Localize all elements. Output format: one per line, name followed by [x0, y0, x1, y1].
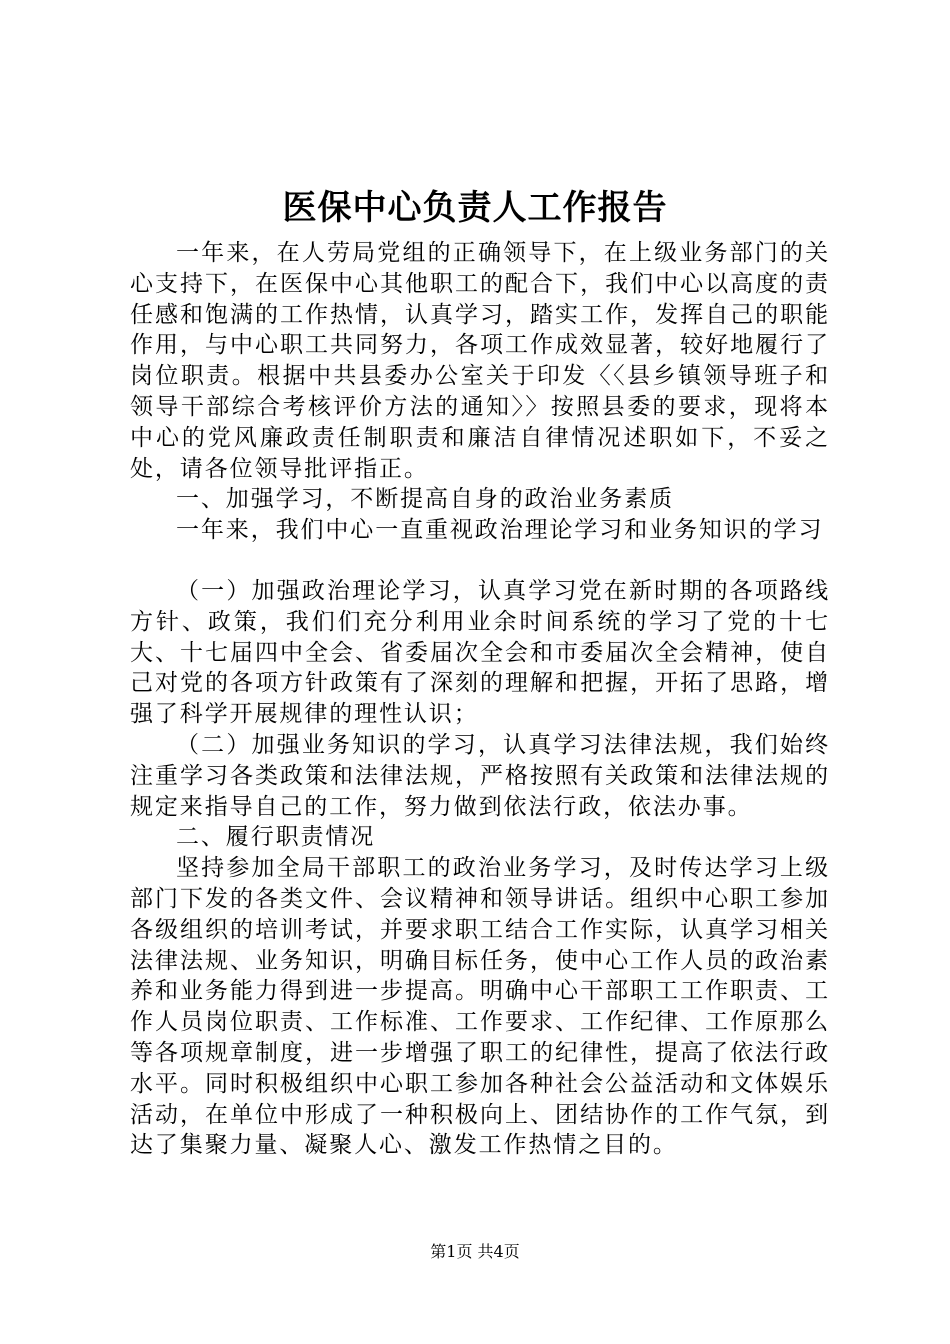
- document-title: 医保中心负责人工作报告: [282, 188, 668, 228]
- heading-section-2: 二、履行职责情况: [176, 824, 376, 851]
- paragraph-duties: 坚持参加全局干部职工的政治业务学习，及时传达学习上级部门下发的各类文件、会议精神和领导讲话。组织中心职工参加各级组织的培训考试，并要求职工结合工作实际，认真学习相关法律法规、业务知识，明确目标任务，使中心工作人员的政治素养和业务能力得到进一步提高。明确中心干部职工工作职责、工作人员岗位职责、工作标准、工作要求、工作纪律、工作原那么等各项规章制度，进一步增强了职工的纪律性，提高了依法行政水平。同时积极组织中心职工参加各种社会公益活动和文体娱乐活动，在单位中形成了一种积极向上、团结协作的工作气氛，到达了集聚力量、凝聚人心、激发工作热情之目的。: [130, 855, 830, 1159]
- paragraph-study-summary: 一年来，我们中心一直重视政治理论学习和业务知识的学习: [176, 517, 824, 544]
- page-number: 第1页 共4页: [430, 1242, 520, 1261]
- paragraph-intro: 一年来，在人劳局党组的正确领导下，在上级业务部门的关心支持下，在医保中心其他职工的配合下，我们中心以高度的责任感和饱满的工作热情，认真学习，踏实工作，发挥自己的职能作用，与中心职工共同努力，各项工作成效显著，较好地履行了岗位职责。根据中共县委办公室关于印发〈〈县乡镇领导班子和领导干部综合考核评价方法的通知〉〉按照县委的要求，现将本中心的党风廉政责任制职责和廉洁自律情况述职如下，不妥之处，请各位领导批评指正。: [130, 240, 830, 482]
- paragraph-political-study: （一）加强政治理论学习，认真学习党在新时期的各项路线方针、政策，我们们充分利用业余时间系统的学习了党的十七大、十七届四中全会、省委届次全会和市委届次全会精神，使自己对党的各项方针政策有了深刻的理解和把握，开拓了思路，增强了科学开展规律的理性认识；: [130, 577, 830, 728]
- heading-section-1: 一、加强学习，不断提高自身的政治业务素质: [176, 486, 674, 513]
- document-body: [130, 238, 830, 1161]
- paragraph-business-study: （二）加强业务知识的学习，认真学习法律法规，我们始终注重学习各类政策和法律法规，严格按照有关政策和法律法规的规定来指导自己的工作，努力做到依法行政，依法办事。: [130, 731, 830, 820]
